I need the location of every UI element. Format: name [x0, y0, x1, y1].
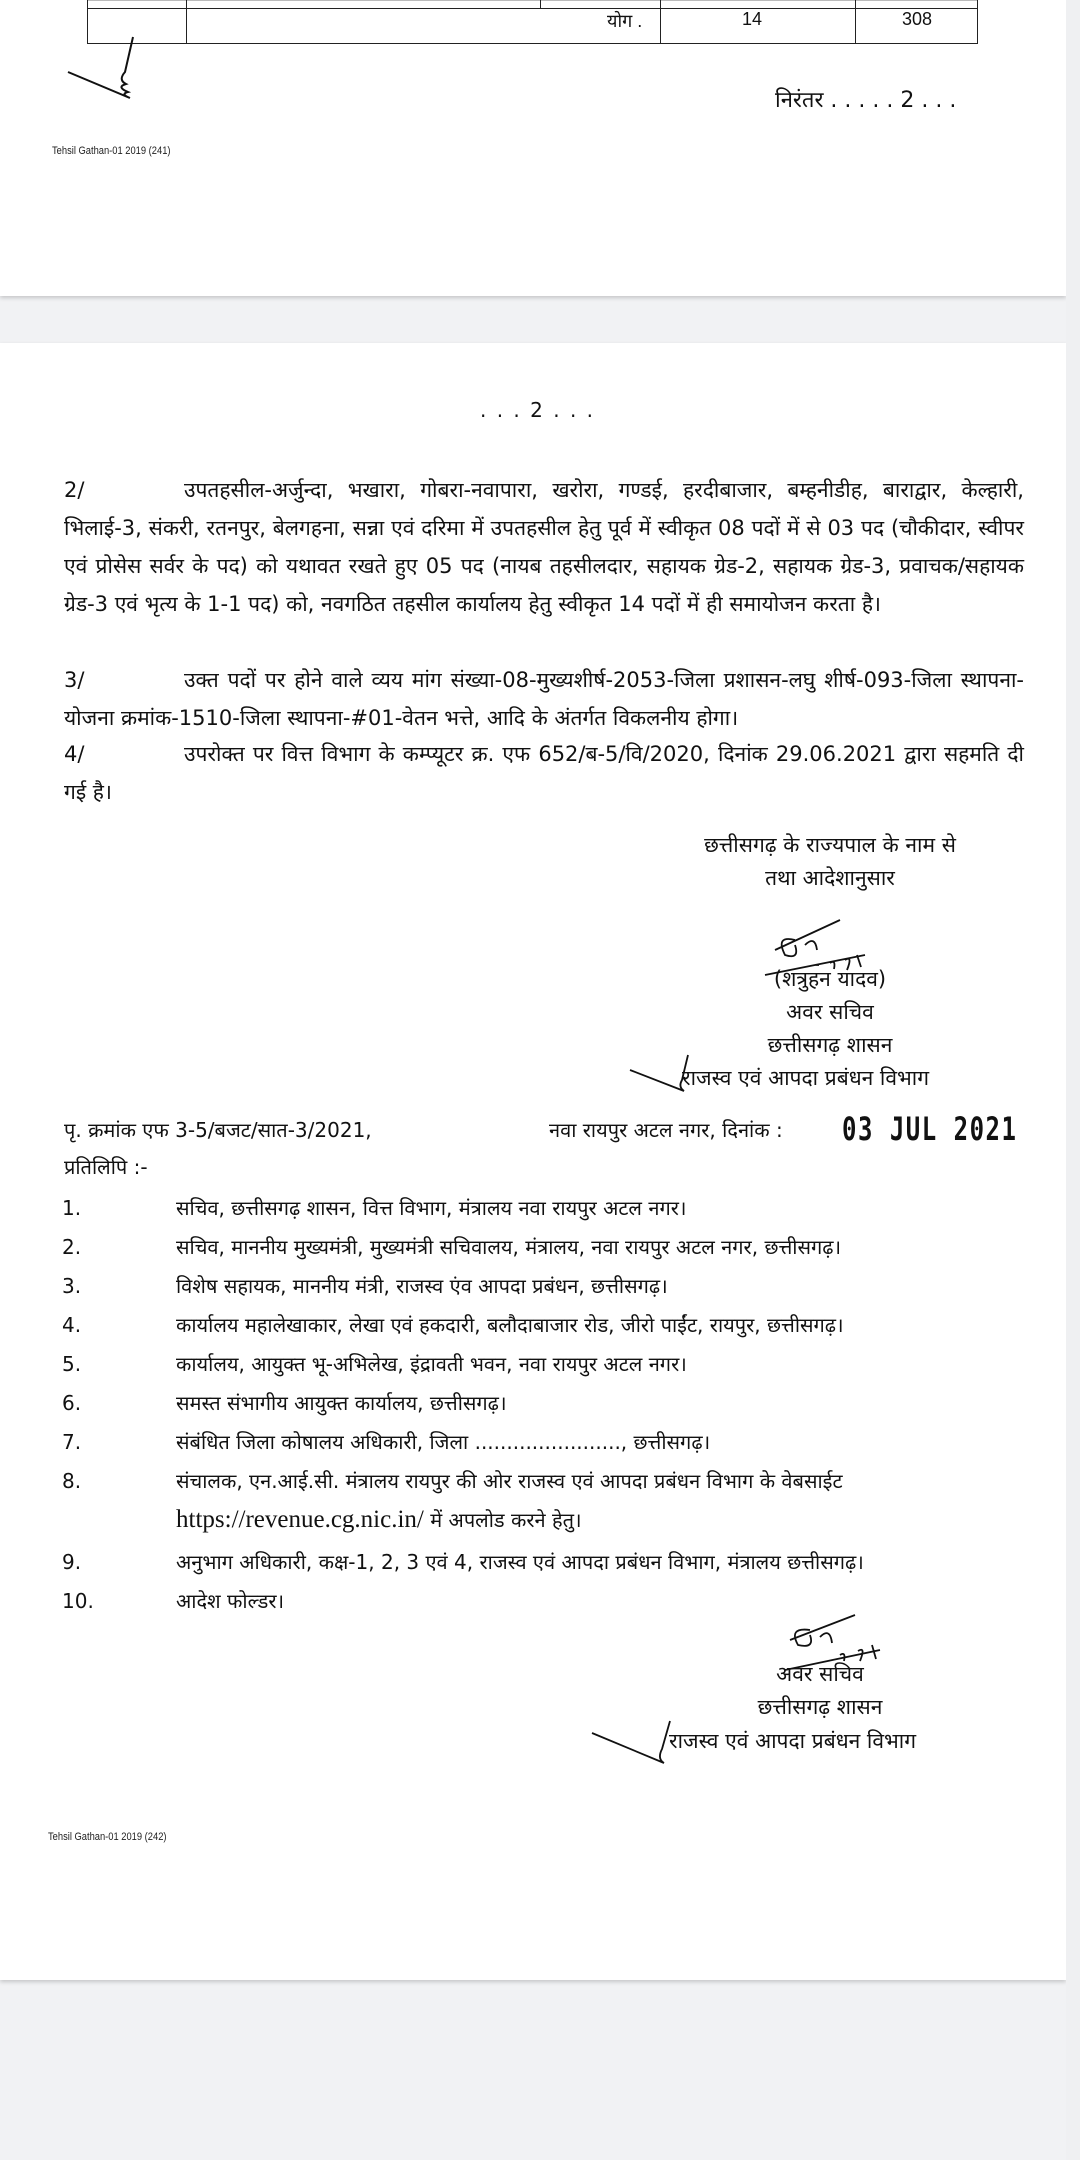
copy-to-label: प्रतिलिपि :-	[64, 1155, 148, 1179]
paragraph-text: उक्त पदों पर होने वाले व्यय मांग संख्या-08-मुख्यशीर्ष-2053-जिला प्रशासन-लघु शीर्ष-093-जिला स्थापना-योजना क्रमांक-1510-जिला स्थापना-#01-वेतन भत्ते, आदि के अंतर्गत विकलनीय होगा।	[64, 668, 1024, 730]
signature-mark	[592, 1721, 672, 1771]
place-date-label: नवा रायपुर अटल नगर, दिनांक :	[549, 1118, 783, 1142]
second-signatory-department: राजस्व एवं आपदा प्रबंधन विभाग	[669, 1729, 917, 1753]
signatory-name: (शत्रुहन यादव)	[773, 967, 887, 991]
paragraph-text: उपरोक्त पर वित्त विभाग के कम्प्यूटर क्र. एफ 652/ब-5/वि/2020, दिनांक 29.06.2021 द्वारा सहमति दी गई है।	[64, 742, 1024, 804]
total-amount: 308	[902, 9, 933, 29]
total-row-label: योग .	[607, 11, 643, 31]
scrollbar[interactable]	[1066, 0, 1080, 2160]
signatory-block	[690, 963, 970, 1062]
page-marker: . . . 2 . . .	[480, 398, 596, 422]
continuation-note: निरंतर . . . . . 2 . . .	[775, 88, 957, 113]
signatory-government: छत्तीसगढ़ शासन	[767, 1033, 893, 1057]
paragraph-4	[64, 735, 1024, 811]
signatory-department: राजस्व एवं आपदा प्रबंधन विभाग	[682, 1066, 930, 1090]
website-link[interactable]: https://revenue.cg.nic.in/	[176, 1506, 424, 1533]
authority-block	[660, 829, 1000, 895]
second-signatory-government: छत्तीसगढ़ शासन	[757, 1695, 883, 1719]
document-page-1	[0, 0, 1066, 296]
document-page-2: . . . 2 . . . 2/ उपतहसील-अर्जुन्दा, भखारा, गोबरा-नवापारा, खरोरा, गण्डई, हरदीबाजार, बम्हनीडीह, बाराद्वार, केल्हारी, भिलाई-3, संकरी, रतनपुर, बेलगहना, सन्ना एवं दरिमा में उपतहसील हेतु पूर्व में स्वीकृत 08 पदों में से 03 पद (चौकीदार, स्वीपर एवं प्रोसेस सर्वर के पद) को यथावत रखते हुए 05 पद (नायब तहसीलदार, सहायक ग्रेड-2, सहायक ग्रेड-3, प्रवाचक/सहायक ग्रेड-3 एवं भृत्य के 1-1 पद) को, नवगठित तहसील कार्यालय हेतु स्वीकृत 14 पदों में ही समायोजन करता है। 3/ उक्त पदों पर होने वाले व्यय मांग संख्या-08-मुख्यशीर्ष-2053-जिला प्रशासन-लघु शीर्ष-093-जिला स्थापना-योजना क्रमांक-1510-जिला स्थापना-#01-वेतन भत्ते, आदि के अंतर्गत विकलनीय होगा। 4/ उपरोक्त पर वित्त विभाग के कम्प्यूटर क्र. एफ 652/ब-5/वि/2020, दिनांक 29.06.2021 द्वारा सहमति दी गई है। छत्तीसगढ़ के राज्यपाल के नाम से तथा आदेशानुसार (शत्रुहन यादव) अवर सचिव छत्तीसगढ़ शासन राजस्व एवं आपदा प्रबंधन विभाग पृ. क्रमांक एफ 3-5/बजट/सात-3/2021, नवा रायपुर अटल नगर, दिनांक : 03 JUL 2021 प्रतिलिपि :- 1. सचिव, छत्तीसगढ़ शासन, वित्त विभाग, मंत्रालय नवा रायपुर अटल नगर। 2. सचिव, माननीय मुख्यमंत्री, मुख्यमंत्री सचिवालय, मंत्रालय, नवा रायपुर अटल नगर, छत्तीसगढ़। 3. विशेष सहायक, माननीय मंत्री, राजस्व एंव आपदा प्रबंधन, छत्तीसगढ़। 4. कार्यालय महालेखाकार, लेखा एवं हकदारी, बलौदाबाजार रोड, जीरो पाईंट, रायपुर, छत्तीसगढ़। 5. कार्यालय, आयुक्त भू-अभिलेख, इंद्रावती भवन, नवा रायपुर अटल नगर। 6. समस्त संभागीय आयुक्त कार्यालय, छत्तीसगढ़। 7. संबंधित जिला कोषालय अधिकारी, जिला ......................., छत्तीसगढ़। 8. संचालक, एन.आई.सी. मंत्रालय रायपुर की ओर राजस्व एवं आपदा प्रबंधन विभाग के वेबसाईट https://revenue.cg.nic.in/ में अपलोड करने हेतु। 9. अनुभाग अधिकारी, कक्ष-1, 2, 3 एवं 4, राजस्व एवं आपदा प्रबंधन विभाग, मंत्रालय छत्तीसगढ़। 10. आदेश फोल्डर। अवर सचिव छत्तीसगढ़ शासन राजस्व एवं आपदा प्रबंधन विभाग Tehsil Gathan-01 2019 (242)	[0, 343, 1066, 1980]
signatory-designation: अवर सचिव	[786, 1000, 874, 1024]
footer-reference: Tehsil Gathan-01 2019 (242)	[48, 1831, 167, 1843]
paragraph-number: 3/	[64, 668, 85, 692]
paragraph-3	[64, 661, 1024, 737]
authority-line-2: तथा आदेशानुसार	[765, 866, 895, 890]
posts-summary-table	[87, 0, 978, 44]
paragraph-2	[64, 471, 1024, 623]
footer-reference: Tehsil Gathan-01 2019 (241)	[52, 145, 171, 157]
signature-initial-mark	[68, 32, 148, 102]
endorsement-reference: पृ. क्रमांक एफ 3-5/बजट/सात-3/2021,	[64, 1118, 372, 1142]
date-stamp: 03 JUL 2021	[842, 1110, 1018, 1148]
second-signatory-block	[700, 1658, 940, 1724]
paragraph-number: 4/	[64, 742, 85, 766]
second-signatory-designation: अवर सचिव	[776, 1662, 864, 1686]
signature-mark	[630, 1055, 690, 1095]
paragraph-text: उपतहसील-अर्जुन्दा, भखारा, गोबरा-नवापारा, खरोरा, गण्डई, हरदीबाजार, बम्हनीडीह, बाराद्वार, केल्हारी, भिलाई-3, संकरी, रतनपुर, बेलगहना, सन्ना एवं दरिमा में उपतहसील हेतु पूर्व में स्वीकृत 08 पदों में से 03 पद (चौकीदार, स्वीपर एवं प्रोसेस सर्वर के पद) को यथावत रखते हुए 05 पद (नायब तहसीलदार, सहायक ग्रेड-2, सहायक ग्रेड-3, प्रवाचक/सहायक ग्रेड-3 एवं भृत्य के 1-1 पद) को, नवगठित तहसील कार्यालय हेतु स्वीकृत 14 पदों में ही समायोजन करता है।	[64, 478, 1024, 616]
paragraph-number: 2/	[64, 478, 85, 502]
authority-line-1: छत्तीसगढ़ के राज्यपाल के नाम से	[704, 833, 956, 857]
total-posts-count: 14	[742, 9, 763, 29]
